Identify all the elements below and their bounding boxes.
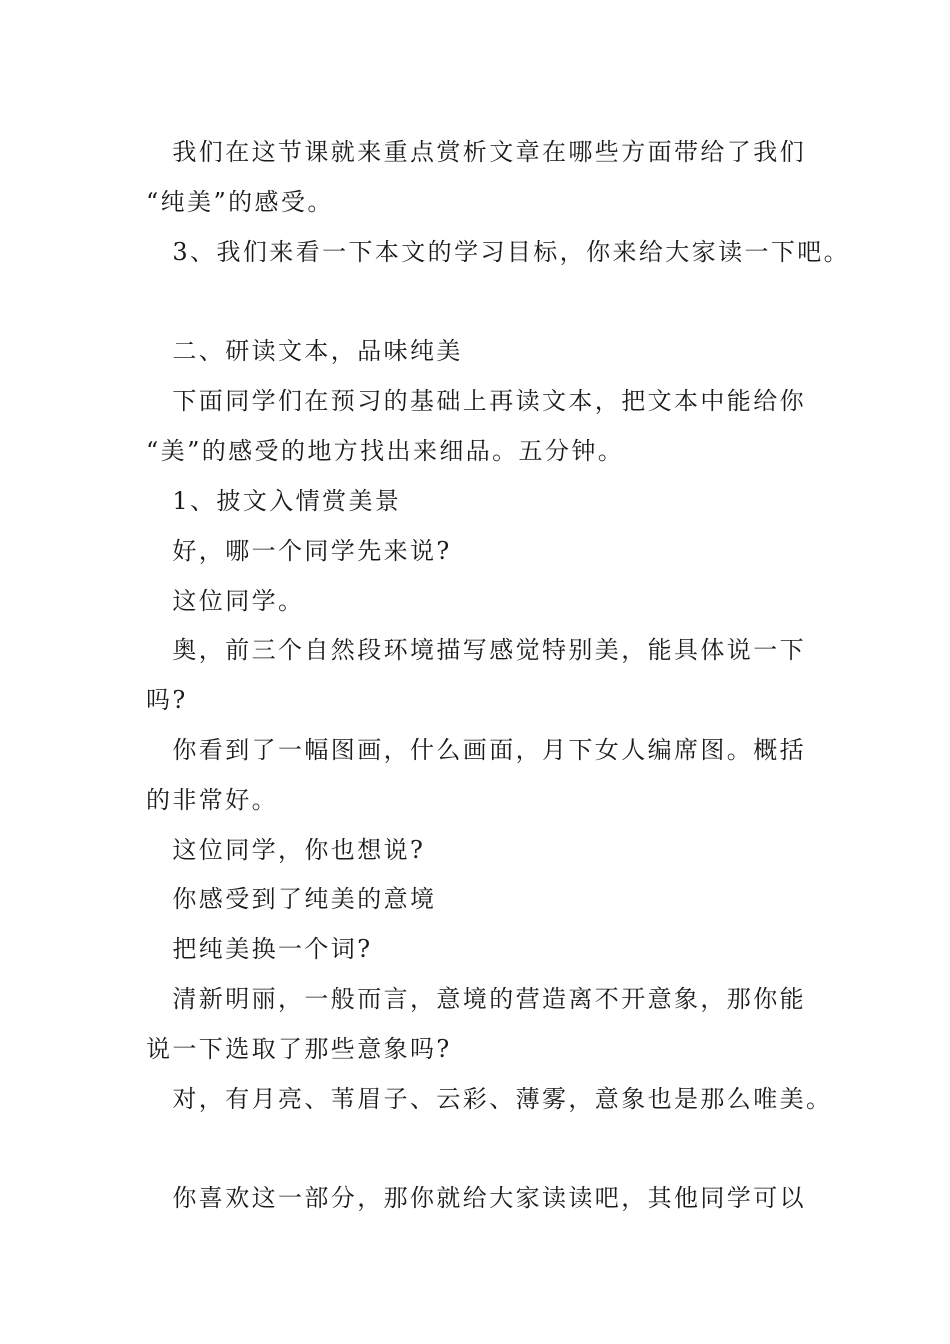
- text-line: 你看到了一幅图画，什么画面，月下女人编席图。概括: [146, 736, 806, 764]
- text-line: 的非常好。: [146, 786, 278, 814]
- text-line: 把纯美换一个词?: [146, 935, 373, 963]
- text-line: “纯美”的感受。: [146, 188, 334, 216]
- text-line: 这位同学，你也想说?: [146, 836, 426, 864]
- text-line: 好，哪一个同学先来说?: [146, 537, 452, 565]
- text-line: 我们在这节课就来重点赏析文章在哪些方面带给了我们: [146, 138, 806, 166]
- text-line: 你感受到了纯美的意境: [146, 885, 437, 913]
- text-line: 3、我们来看一下本文的学习目标，你来给大家读一下吧。: [146, 238, 851, 266]
- text-line: 说一下选取了那些意象吗?: [146, 1035, 452, 1063]
- text-line: 你喜欢这一部分，那你就给大家读读吧，其他同学可以: [146, 1184, 806, 1212]
- text-line: 吗?: [146, 686, 188, 714]
- text-line: 对，有月亮、苇眉子、云彩、薄雾，意象也是那么唯美。: [146, 1085, 833, 1113]
- text-line: “美”的感受的地方找出来细品。五分钟。: [146, 437, 625, 465]
- text-line: 奥，前三个自然段环境描写感觉特别美，能具体说一下: [146, 636, 806, 664]
- text-line: 清新明丽，一般而言，意境的营造离不开意象，那你能: [146, 985, 806, 1013]
- section-heading: 二、研读文本，品味纯美: [146, 337, 463, 365]
- text-line: 下面同学们在预习的基础上再读文本，把文本中能给你: [146, 387, 806, 415]
- text-line: 这位同学。: [146, 587, 305, 615]
- subsection-heading: 1、披文入情赏美景: [146, 487, 402, 515]
